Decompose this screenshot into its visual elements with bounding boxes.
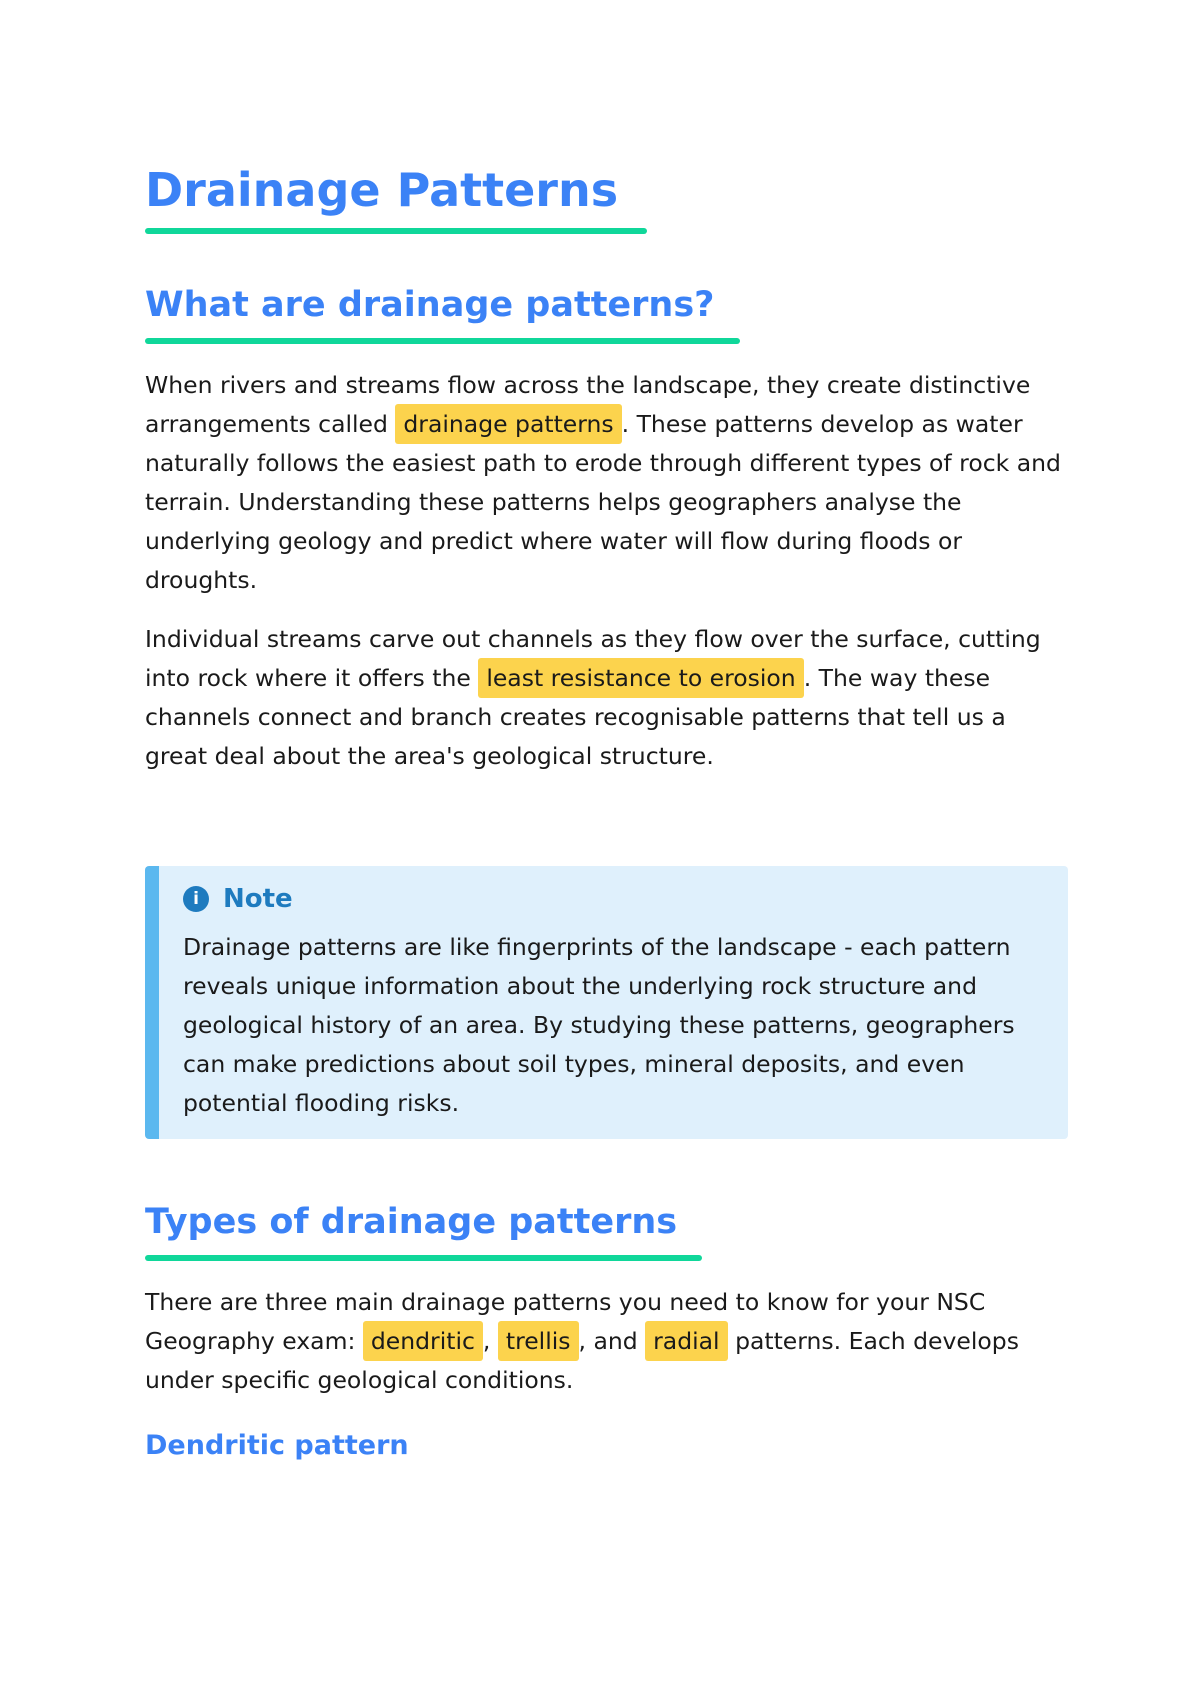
info-icon: i [183,886,209,912]
document-page [145,160,1070,1466]
section-heading-what: What are drainage patterns? [145,285,715,325]
highlight-drainage-patterns: drainage patterns [395,404,621,444]
note-title: Note [223,884,293,914]
note-callout [145,866,1068,1139]
paragraph-text: , and [578,1327,646,1355]
highlight-dendritic: dendritic [363,1321,483,1361]
note-text: Drainage patterns are like fingerprints of the landscape - each pattern reveals unique information about the underlying rock structure and geological history of an area. By studying these patterns, geographers can make predictions about soil types, mineral deposits, and even potential flooding risks. [183,933,1015,1117]
paragraph-text: , [482,1327,498,1355]
paragraph-intro [145,366,1070,600]
highlight-trellis: trellis [498,1321,579,1361]
note-header [183,880,1044,918]
highlight-least-resistance: least resistance to erosion [478,658,803,698]
paragraph-text: . The way these channels connect and branch creates recognisable patterns that tell us a great deal about the area's geological structure. [145,664,1006,770]
paragraph-channels [145,620,1070,776]
section-heading-types: Types of drainage patterns [145,1202,678,1242]
highlight-radial: radial [645,1321,727,1361]
subheading-dendritic: Dendritic pattern [145,1430,409,1461]
paragraph-types [145,1283,1070,1400]
paragraph-text: Individual streams carve out channels as they flow over the surface, cutting into rock where it offers the [145,625,1041,692]
paragraph-text: There are three main drainage patterns you need to know for your NSC Geography exam: [145,1288,986,1355]
paragraph-text: When rivers and streams flow across the landscape, they create distinctive arrangements called [145,371,1031,438]
paragraph-text: . These patterns develop as water naturally follows the easiest path to erode through different types of rock and terrain. Understanding these patterns helps geographers analyse the underlying geology and predict where water will flow during floods or droughts. [145,410,1061,594]
page-title: Drainage Patterns [145,163,619,217]
paragraph-text: patterns. Each develops under specific geological conditions. [145,1327,1019,1394]
